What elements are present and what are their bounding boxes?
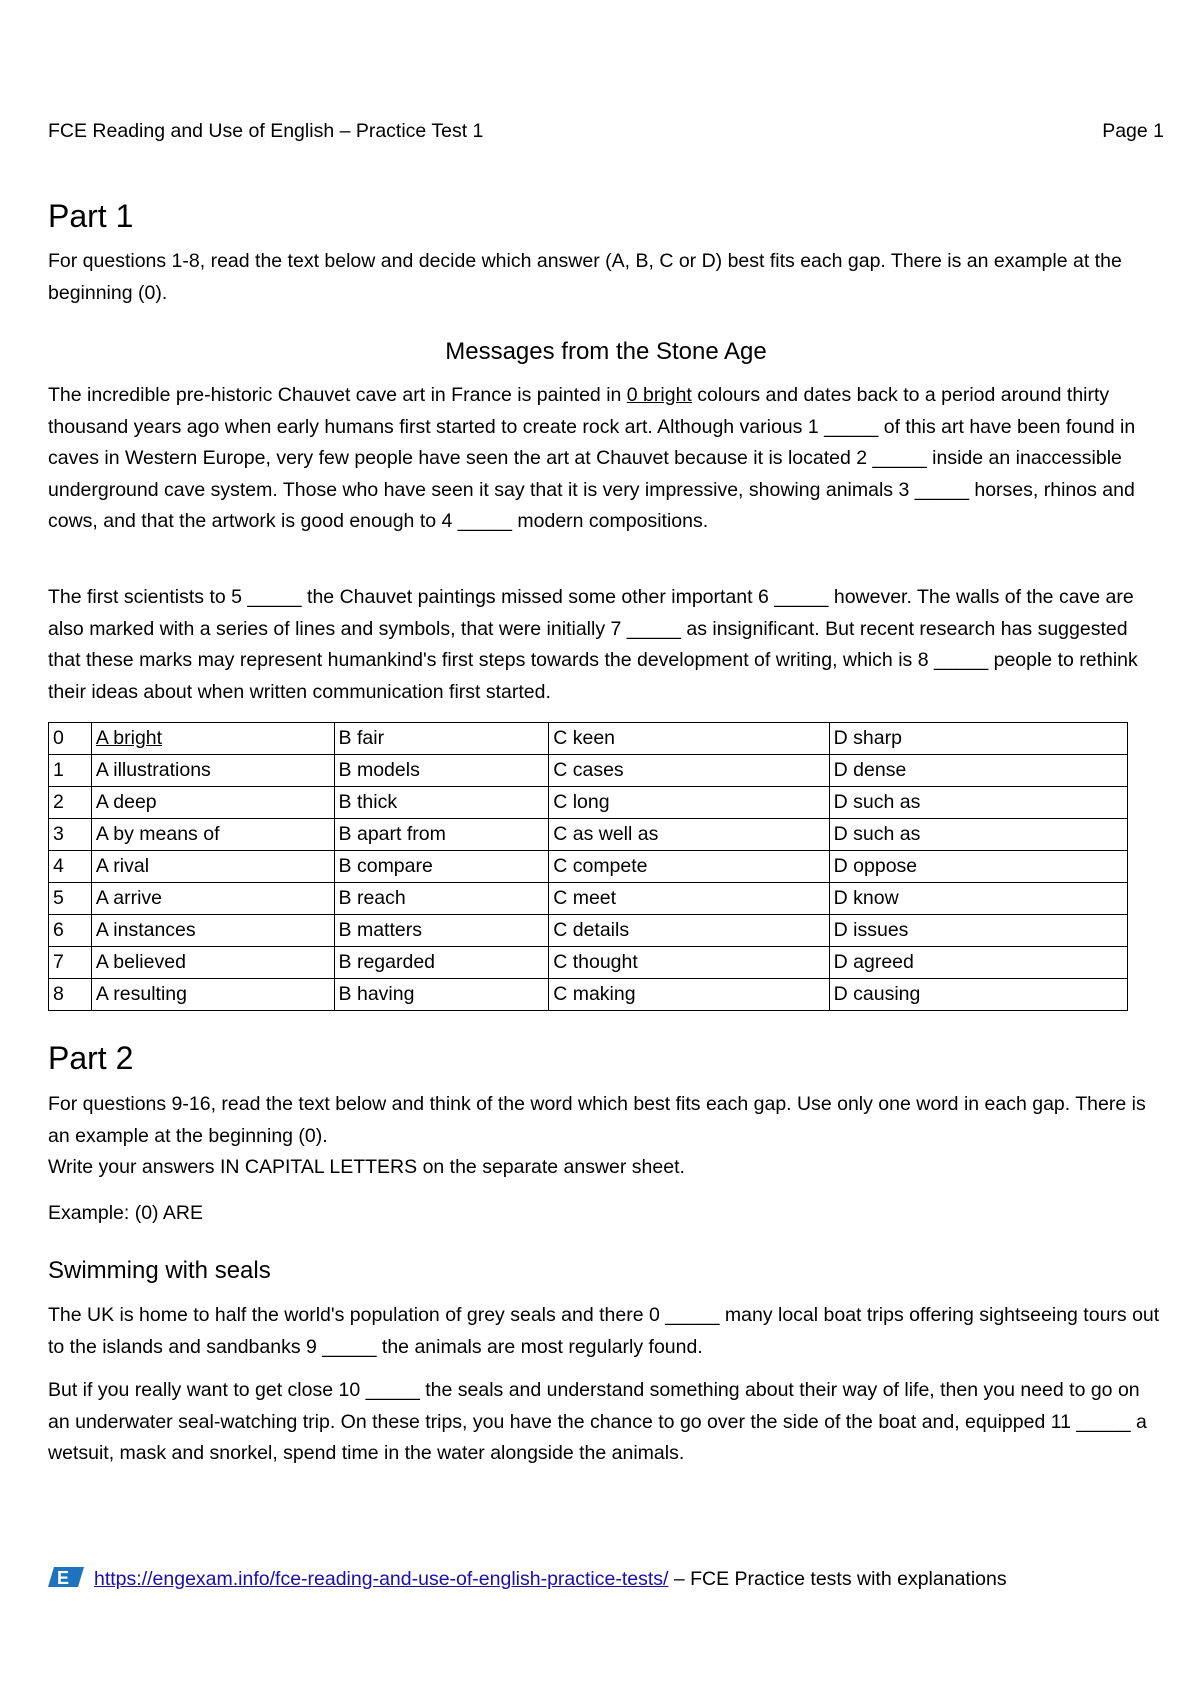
footer-suffix: – FCE Practice tests with explanations xyxy=(668,1568,1007,1591)
example-answer: 0 bright xyxy=(626,384,692,406)
option-text: A by means of xyxy=(95,823,220,845)
part2-example: Example: (0) ARE xyxy=(48,1202,203,1224)
options-row xyxy=(49,979,1128,1011)
option-cell xyxy=(829,787,1127,819)
option-cell xyxy=(549,787,829,819)
options-table xyxy=(48,722,1128,1011)
question-number-text: 2 xyxy=(53,791,64,813)
option-text: A instances xyxy=(95,919,196,941)
options-row xyxy=(49,787,1128,819)
option-cell xyxy=(334,915,549,947)
option-cell xyxy=(334,979,549,1011)
option-text: A resulting xyxy=(95,983,187,1005)
option-cell xyxy=(334,947,549,979)
part1-paragraph-2: The first scientists to 5 _____ the Chauvet paintings missed some other important 6 _____ however. The walls of the cave are also marked with a series of lines and symbols, that were initially 7 _____ as insignificant. But recent research has suggested that these marks may represent humankind's first steps towards the development of writing, which is 8 _____ people to rethink their ideas about when written communication first started. xyxy=(48,586,1138,703)
option-text: C thought xyxy=(553,951,638,973)
option-cell xyxy=(829,915,1127,947)
question-number-text: 1 xyxy=(53,759,64,781)
part1-paragraph-1 xyxy=(48,380,1164,538)
part2-paragraph-2: But if you really want to get close 10 _____ the seals and understand something about their way of life, then you need to go on an underwater seal-watching trip. On these trips, you have the chance to go over the side of the boat and, equipped 11 _____ a wetsuit, mask and snorkel, spend time in the water alongside the animals. xyxy=(48,1379,1147,1464)
engexam-logo-icon xyxy=(48,1565,84,1595)
question-number xyxy=(49,979,92,1011)
options-row xyxy=(49,947,1128,979)
option-cell xyxy=(549,947,829,979)
option-cell xyxy=(334,819,549,851)
option-text: D oppose xyxy=(833,855,918,877)
question-number-text: 0 xyxy=(53,727,64,749)
option-text: D sharp xyxy=(833,727,902,749)
options-row xyxy=(49,883,1128,915)
option-text: B fair xyxy=(338,727,385,749)
part2-instruction-2: Write your answers IN CAPITAL LETTERS on the separate answer sheet. xyxy=(48,1156,685,1178)
option-cell xyxy=(829,723,1127,755)
question-number-text: 5 xyxy=(53,887,64,909)
option-text: A bright xyxy=(95,727,163,749)
logo-letter: E xyxy=(57,1568,70,1588)
option-text: C long xyxy=(553,791,610,813)
option-cell xyxy=(334,755,549,787)
option-text: C as well as xyxy=(553,823,659,845)
part2-heading: Part 2 xyxy=(48,1040,134,1076)
option-text: B compare xyxy=(338,855,433,877)
option-cell xyxy=(334,723,549,755)
option-text: B models xyxy=(338,759,420,781)
footer-link[interactable]: https://engexam.info/fce-reading-and-use-of-english-practice-tests/ xyxy=(94,1568,669,1591)
option-cell xyxy=(829,819,1127,851)
option-cell xyxy=(549,723,829,755)
option-text: C details xyxy=(553,919,630,941)
option-cell xyxy=(829,755,1127,787)
option-cell xyxy=(549,979,829,1011)
option-text: D such as xyxy=(833,823,921,845)
question-number-text: 8 xyxy=(53,983,64,1005)
option-text: D dense xyxy=(833,759,907,781)
option-text: B reach xyxy=(338,887,406,909)
option-text: C making xyxy=(553,983,636,1005)
option-text: A illustrations xyxy=(95,759,211,781)
option-text: B thick xyxy=(338,791,398,813)
part2-paragraph-1: The UK is home to half the world's population of grey seals and there 0 _____ many local boat trips offering sightseeing tours out to the islands and sandbanks 9 _____ the animals are most regularly found. xyxy=(48,1304,1160,1358)
part1-instruction: For questions 1-8, read the text below and decide which answer (A, B, C or D) best fits each gap. There is an example at the beginning (0). xyxy=(48,250,1122,304)
options-row xyxy=(49,755,1128,787)
option-cell xyxy=(91,979,334,1011)
question-number xyxy=(49,915,92,947)
part2-text-title: Swimming with seals xyxy=(48,1257,271,1284)
option-cell xyxy=(91,787,334,819)
option-cell xyxy=(549,915,829,947)
question-number xyxy=(49,787,92,819)
option-text: B matters xyxy=(338,919,422,941)
options-row xyxy=(49,723,1128,755)
option-cell xyxy=(829,851,1127,883)
option-text: C compete xyxy=(553,855,648,877)
option-cell xyxy=(549,851,829,883)
option-text: B regarded xyxy=(338,951,436,973)
part1-p1-after: colours and dates back to a period around thirty thousand years ago when early humans first started to create rock art. Although various 1 _____ of this art have been found in caves in Western Europe, very few people have seen the art at Chauvet because it is located 2 _____ inside an inaccessible underground cave system. Those who have seen it say that it is very impressive, showing animals 3 _____ horses, rhinos and cows, and that the artwork is good enough to 4 _____ modern compositions. xyxy=(48,384,1136,532)
option-text: A rival xyxy=(95,855,150,877)
option-cell xyxy=(334,787,549,819)
question-number-text: 4 xyxy=(53,855,64,877)
option-text: D issues xyxy=(833,919,909,941)
question-number xyxy=(49,883,92,915)
option-cell xyxy=(91,723,334,755)
option-text: C meet xyxy=(553,887,617,909)
option-cell xyxy=(91,947,334,979)
part2-instruction: For questions 9-16, read the text below and think of the word which best fits each gap. Use only one word in each gap. There is an example at the beginning (0). xyxy=(48,1093,1146,1147)
option-text: D causing xyxy=(833,983,921,1005)
option-cell xyxy=(91,755,334,787)
question-number xyxy=(49,947,92,979)
option-text: A arrive xyxy=(95,887,163,909)
header-title: FCE Reading and Use of English – Practice Test 1 xyxy=(48,120,484,142)
page-number: Page 1 xyxy=(1102,120,1164,142)
option-cell xyxy=(91,819,334,851)
option-cell xyxy=(91,851,334,883)
option-cell xyxy=(549,883,829,915)
option-text: D agreed xyxy=(833,951,914,973)
options-row xyxy=(49,819,1128,851)
option-text: D such as xyxy=(833,791,921,813)
option-text: C cases xyxy=(553,759,624,781)
question-number xyxy=(49,819,92,851)
options-row xyxy=(49,851,1128,883)
option-text: A deep xyxy=(95,791,157,813)
option-cell xyxy=(549,755,829,787)
question-number xyxy=(49,755,92,787)
option-text: C keen xyxy=(553,727,616,749)
option-text: A believed xyxy=(95,951,186,973)
question-number-text: 7 xyxy=(53,951,64,973)
part1-heading: Part 1 xyxy=(48,198,134,234)
question-number xyxy=(49,851,92,883)
option-cell xyxy=(91,883,334,915)
page-header xyxy=(48,120,1164,150)
option-cell xyxy=(549,819,829,851)
question-number-text: 3 xyxy=(53,823,64,845)
option-text: B having xyxy=(338,983,415,1005)
option-cell xyxy=(334,851,549,883)
option-cell xyxy=(829,947,1127,979)
option-cell xyxy=(91,915,334,947)
page-footer xyxy=(48,1565,1178,1595)
option-text: D know xyxy=(833,887,899,909)
question-number-text: 6 xyxy=(53,919,64,941)
part1-text-title: Messages from the Stone Age xyxy=(445,338,767,365)
question-number xyxy=(49,723,92,755)
option-cell xyxy=(829,883,1127,915)
option-cell xyxy=(334,883,549,915)
options-row xyxy=(49,915,1128,947)
option-text: B apart from xyxy=(338,823,446,845)
option-cell xyxy=(829,979,1127,1011)
part1-p1-before: The incredible pre-historic Chauvet cave art in France is painted in xyxy=(48,384,627,406)
